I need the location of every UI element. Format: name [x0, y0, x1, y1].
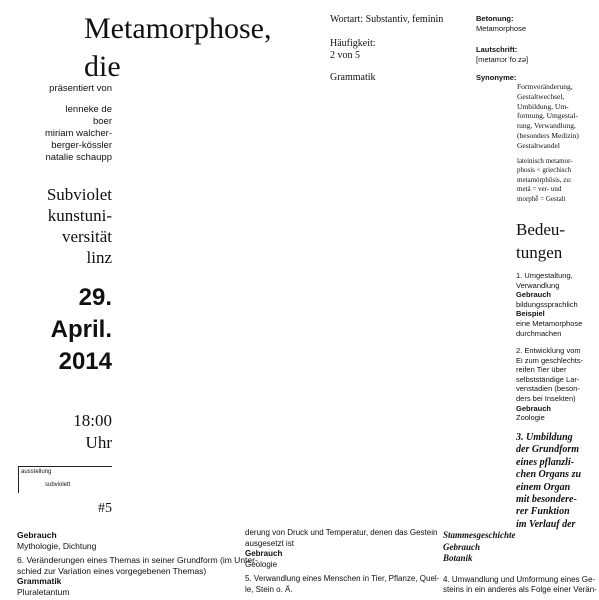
meaning-line: im Verlauf der	[516, 518, 576, 530]
word-class-text: Wortart: Substantiv, feminin	[330, 14, 444, 25]
etymology-line: lateinisch metamor-	[517, 157, 573, 165]
presented-by-label: präsentiert von	[49, 83, 112, 94]
meanings-heading-line: tungen	[516, 243, 563, 262]
issue-label: #5	[98, 501, 112, 516]
page-title	[84, 10, 271, 86]
etymology	[517, 157, 573, 204]
venue-line: linz	[86, 248, 112, 267]
meaning-line: selbstständige Lar-	[516, 374, 580, 384]
meaning-4-continued: derung von Druck und Temperatur, denen das Gestein	[245, 528, 438, 537]
contributor-line: natalie schaupp	[45, 152, 112, 163]
synonyms-label-text: Synonyme:	[476, 73, 517, 82]
event-time	[16, 410, 112, 454]
usage-text: Botanik	[443, 553, 473, 563]
meaning-line: venstadien (beson-	[516, 384, 580, 394]
label-gebrauch: Gebrauch	[516, 403, 552, 413]
meaning-4-continued: ausgesetzt ist	[245, 538, 294, 548]
frequency-label: Häufigkeit:	[330, 38, 376, 49]
bottom-column-1	[17, 530, 258, 597]
grammar-heading	[330, 72, 376, 84]
meaning-line: eine Metamorphose	[516, 318, 583, 328]
label-beispiel: Beispiel	[516, 309, 545, 319]
date-line: 2014	[58, 348, 112, 375]
word-class	[330, 14, 443, 26]
label-gebrauch: Gebrauch	[443, 541, 481, 552]
meaning-3-continued: Stammesgeschichte	[443, 530, 516, 540]
etymology-line: metamórphōsis, zu:	[517, 175, 572, 184]
time-line: 18:00	[73, 411, 112, 430]
date-line: 29.	[78, 284, 112, 311]
meaning-line: rer Funktion	[516, 506, 570, 518]
synonym-line: Formveränderung,	[517, 82, 573, 91]
contributor-line: miriam walcher-	[44, 128, 112, 139]
venue-line: kunstuni-	[47, 206, 112, 225]
meaning-line: reifen Tier über	[516, 365, 567, 375]
meaning-line: einem Organ	[516, 481, 571, 493]
synonyms-label	[476, 73, 516, 83]
synonym-line: Gestaltwandel	[517, 140, 560, 150]
bottom-column-3-meaning-4	[443, 575, 597, 595]
synonym-line: (besonders Medizin)	[517, 130, 579, 140]
grammar-heading-text: Grammatik	[330, 72, 376, 83]
contributor-line: lenneke de	[65, 104, 112, 115]
meaning-line: Ei zum geschlechts-	[516, 355, 584, 365]
meaning-6-line: schied zur Variation eines vorgegebenen Themas)	[17, 565, 207, 576]
meaning-6-line: 6. Veränderungen eines Themas in seiner Grundform (im Unter-	[17, 555, 258, 565]
venue	[16, 184, 112, 268]
phonetics-label: Lautschrift:	[476, 45, 518, 54]
meaning-line: durchmachen	[516, 328, 562, 338]
grammar-text: Pluraletantum	[17, 586, 70, 597]
etymology-line: phosis < griechisch	[517, 166, 572, 175]
time-line: Uhr	[85, 433, 112, 452]
stress	[476, 14, 526, 34]
contributor-line: berger-kössler	[51, 140, 112, 151]
meaning-line: eines pflanzli-	[516, 456, 575, 468]
meaning-line: der Grundform	[516, 444, 580, 456]
presented-by	[16, 83, 112, 95]
meaning-4-line: steins in ein anderes als Folge einer Verän-	[443, 585, 597, 594]
synonym-line: Gestaltwechsel,	[517, 91, 565, 101]
synonyms	[517, 82, 579, 151]
contributors	[16, 104, 112, 164]
event-date	[12, 282, 112, 378]
label-gebrauch: Gebrauch	[516, 290, 552, 300]
exhibition-stamp	[18, 466, 112, 493]
phonetics	[476, 45, 528, 65]
venue-line: versität	[61, 227, 112, 246]
meaning-5-line: 5. Verwandlung eines Menschen in Tier, Pflanze, Quel-	[245, 574, 440, 583]
venue-line: Subviolet	[46, 185, 112, 204]
etymology-line: metá = ver- und	[517, 185, 562, 194]
date-line: April.	[50, 316, 112, 343]
meaning-line: Zoologie	[516, 413, 545, 423]
stress-value: Metamorphose	[476, 24, 527, 33]
meaning-5-line: le, Stein o. Ä.	[245, 584, 293, 594]
meaning-line: ders bei Insekten)	[516, 393, 576, 403]
frequency	[330, 38, 376, 62]
title-line: die	[84, 50, 121, 83]
contributor-line: boer	[92, 116, 112, 127]
meanings-heading-line: Bedeu-	[516, 220, 566, 239]
meaning-line: Verwandlung	[516, 280, 560, 290]
meaning-line: bildungssprachlich	[516, 299, 578, 309]
meaning-1	[516, 271, 582, 338]
stamp-line: subviolett	[45, 482, 71, 488]
title-line: Metamorphose,	[84, 12, 272, 45]
meaning-2	[516, 346, 583, 423]
usage-text: Geologie	[245, 559, 278, 569]
label-gebrauch: Gebrauch	[17, 530, 57, 540]
meanings-heading	[516, 218, 565, 264]
synonym-line: formung, Umgestal-	[517, 111, 578, 121]
phonetics-value: [metamɔrˈfoːzə]	[476, 55, 529, 64]
meaning-line: mit besondere-	[516, 494, 577, 506]
meaning-line: chen Organs zu	[516, 469, 582, 481]
frequency-value: 2 von 5	[330, 50, 360, 61]
synonym-line: tung, Verwandlung,	[517, 121, 576, 131]
label-gebrauch: Gebrauch	[245, 549, 283, 558]
stress-label: Betonung:	[476, 14, 514, 23]
issue-number	[16, 500, 112, 518]
meaning-3	[516, 432, 581, 531]
meaning-4-line: 4. Umwandlung und Umformung eines Ge-	[443, 575, 596, 584]
etymology-line: morphḗ = Gestalt	[517, 194, 566, 203]
usage-text: Mythologie, Dichtung	[17, 540, 97, 551]
synonym-line: Umbildung, Um-	[517, 101, 569, 111]
meaning-line: 3. Umbildung	[516, 432, 573, 443]
stamp-line: ausstellung	[21, 469, 52, 475]
bottom-column-3	[443, 530, 516, 565]
bottom-column-2	[245, 528, 439, 595]
meaning-line: 2. Entwicklung vom	[516, 346, 581, 355]
label-grammatik: Grammatik	[17, 576, 62, 586]
meaning-line: 1. Umgestaltung,	[516, 271, 573, 280]
